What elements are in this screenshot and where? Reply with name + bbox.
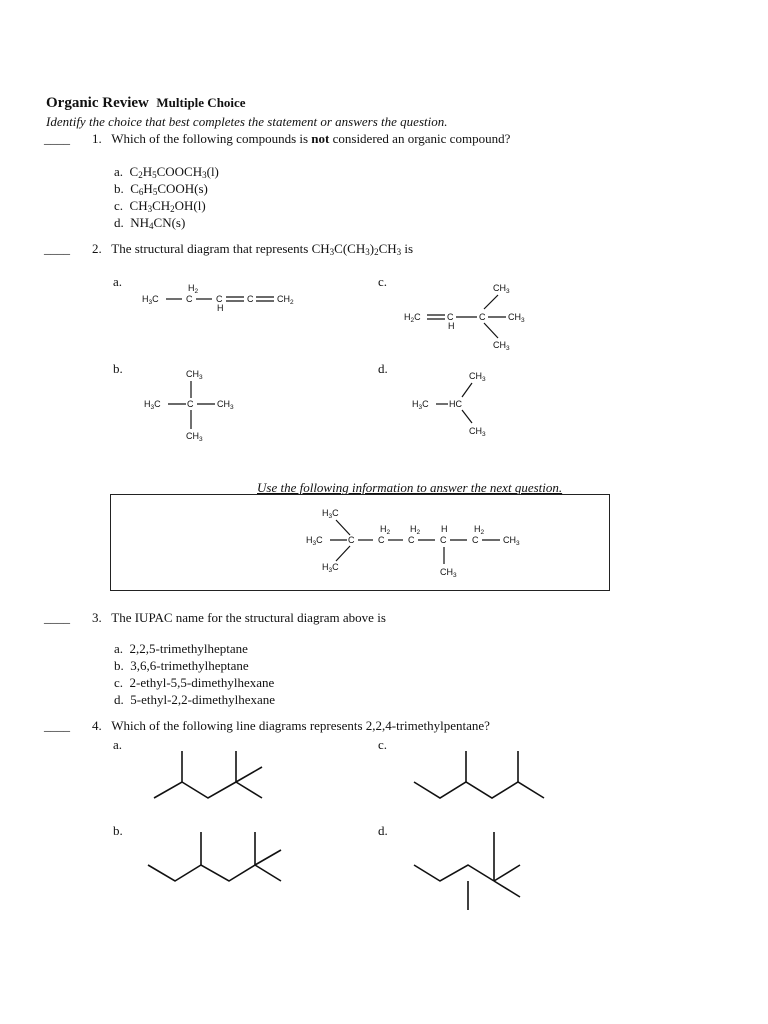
q3-option-a[interactable] [114,641,275,658]
q4-letter-c: c. [378,737,388,752]
q4-line-diagram-d [410,828,530,918]
q4-line-diagram-b [145,828,285,888]
atom-label: H [441,524,448,534]
atom-label: $CH_3$ [493,283,510,295]
q2-letter-a: a. [113,274,123,289]
atom-label: $CH_3$ [217,399,234,411]
option-letter: b. [114,181,124,196]
atom-label: C [348,535,355,545]
atom-label: $H_3C$ [322,562,339,574]
q4-line-diagram-c [410,745,550,805]
formula-subscript: 3 [329,247,335,257]
question-1 [92,131,510,146]
q1-option-a[interactable] [114,164,219,181]
atom-label: $CH_3$ [503,535,520,547]
atom-label: $H_3C$ [306,535,323,547]
title-sub: Multiple Choice [156,95,246,110]
formula-text: C [130,181,139,196]
formula-text: OH(l) [174,198,206,213]
formula-text: CH [378,241,397,256]
q3-option-b[interactable] [114,658,275,675]
atom-label: HC [449,399,462,409]
q2-structure-a [136,278,316,318]
instructions: Identify the choice that best completes the statement or answers the question. [46,114,448,129]
atom-label: $CH_3$ [440,567,457,579]
atom-label: C [186,294,193,304]
atom-label: C [378,535,385,545]
atom-label: $CH_3$ [186,369,203,381]
formula-subscript: 3 [147,204,153,214]
q2-letter-d: d. [378,361,388,376]
q1-text-before: Which of the following compounds is [111,131,312,146]
formula-subscript: 2 [138,170,143,180]
question-2 [92,241,413,256]
atom-label: $H_3C$ [322,508,339,520]
formula-text: C [129,164,139,179]
q3-options [114,641,275,709]
formula-text: COOCH [156,164,203,179]
atom-label: $CH_3$ [469,371,486,383]
q2-text: The structural diagram that represents CH [111,241,330,256]
formula-subscript: 5 [152,170,157,180]
atom-label: H [448,321,455,331]
atom-label: C [447,312,454,322]
formula-text: NH [130,215,150,230]
formula-subscript: 4 [149,221,154,231]
q4-number: 4. [92,718,102,733]
q2-formula [330,241,413,256]
atom-label: $H_3C$ [144,399,161,411]
info-caption: Use the following information to answer the next question. [257,480,563,495]
formula-subscript: 3 [396,247,402,257]
option-letter: b. [114,658,124,673]
q1-number: 1. [92,131,102,146]
atom-label: H [217,303,224,313]
formula-subscript: 3 [365,247,370,257]
atom-label: $CH_3$ [186,431,203,443]
formula-text: H [142,164,153,179]
q1-option-d[interactable] [114,215,219,232]
q4-letter-b: b. [113,823,123,838]
q2-structure-c [400,278,540,356]
option-text: 3,6,6-trimethylheptane [130,658,249,673]
formula-subscript: 2 [170,204,175,214]
q3-number: 3. [92,610,102,625]
option-letter: a. [114,641,124,656]
atom-label: $CH_3$ [508,312,525,324]
option-text: 2,2,5-trimethylheptane [129,641,248,656]
q3-option-c[interactable] [114,675,275,692]
q2-structure-d [406,366,516,446]
atom-label: $H_2$ [410,524,421,536]
atom-label: C [247,294,254,304]
atom-label: $CH_3$ [493,340,510,352]
option-text: 5-ethyl-2,2-dimethylhexane [130,692,276,707]
formula-text: CH [152,198,171,213]
option-letter: a. [114,164,124,179]
q2-structure-b [136,363,256,453]
atom-label: C [187,399,194,409]
q4-letter-d: d. [378,823,388,838]
formula-text: ) [369,241,375,256]
atom-label: C [479,312,486,322]
formula-text: CH [129,198,148,213]
q1-text-after: considered an organic compound? [329,131,511,146]
answer-blank-4[interactable]: ____ [44,718,70,733]
formula-text: (l) [206,164,219,179]
atom-label: $CH_3$ [469,426,486,438]
answer-blank-2[interactable]: ____ [44,241,70,256]
option-letter: c. [114,675,124,690]
atom-label: $CH_2$ [277,294,294,306]
formula-subscript: 3 [202,170,207,180]
question-3 [92,610,386,625]
atom-label: $H_3C$ [142,294,159,306]
formula-text: is [401,241,414,256]
atom-label: C [408,535,415,545]
q3-option-d[interactable] [114,692,275,709]
title-main: Organic Review [46,95,149,111]
atom-label: $H_2$ [188,283,199,295]
q1-option-b[interactable] [114,181,219,198]
answer-blank-3[interactable]: ____ [44,610,70,625]
atom-label: $H_2$ [380,524,391,536]
formula-text: H [143,181,153,196]
info-structure [300,500,540,584]
q4-letter-a: a. [113,737,123,752]
option-letter: d. [114,692,124,707]
atom-label: $H_3C$ [412,399,429,411]
formula-subscript: 6 [138,187,144,197]
atom-label: C [440,535,447,545]
q3-text: The IUPAC name for the structural diagram above is [111,610,386,625]
q1-options [114,164,219,232]
q4-line-diagram-a [150,745,270,805]
question-4 [92,718,490,733]
atom-label: $H_2$ [474,524,485,536]
formula-text: COOH(s) [157,181,208,196]
option-text: 2-ethyl-5,5-dimethylhexane [129,675,275,690]
page-title [46,95,246,112]
formula-text: C(CH [334,241,366,256]
q1-option-c[interactable] [114,198,219,215]
q1-text-bold: not [311,131,330,146]
atom-label: C [472,535,479,545]
formula-subscript: 2 [374,247,379,257]
q2-letter-b: b. [113,361,123,376]
q4-text: Which of the following line diagrams represents 2,2,4-trimethylpentane? [111,718,490,733]
q2-number: 2. [92,241,102,256]
option-letter: c. [114,198,124,213]
atom-label: C [216,294,223,304]
formula-subscript: 5 [152,187,158,197]
formula-text: CN(s) [153,215,186,230]
q2-letter-c: c. [378,274,388,289]
answer-blank-1[interactable]: ____ [44,131,70,146]
atom-label: $H_2C$ [404,312,421,324]
option-letter: d. [114,215,124,230]
